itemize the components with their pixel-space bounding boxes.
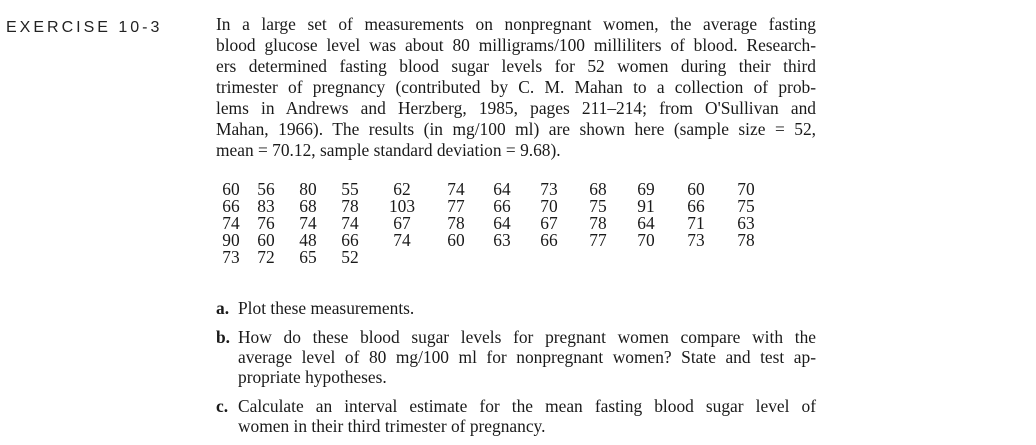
measurements-table	[216, 181, 768, 266]
table-cell: 77	[447, 196, 465, 216]
table-cell: 62	[393, 179, 411, 199]
table-cell: 66	[540, 230, 558, 250]
table-cell: 78	[589, 213, 607, 233]
question-list	[216, 298, 816, 445]
table-cell: 75	[589, 196, 607, 216]
question-item	[216, 298, 816, 318]
table-cell: 74	[447, 179, 465, 199]
table-cell: 73	[687, 230, 705, 250]
table-cell: 78	[737, 230, 755, 250]
table-cell	[526, 249, 572, 266]
table-cell	[572, 249, 624, 266]
table-cell: 90	[222, 230, 240, 250]
table-cell: 80	[299, 179, 317, 199]
exercise-paragraph	[216, 14, 816, 161]
table-cell: 74	[299, 213, 317, 233]
table-cell: 52	[341, 247, 359, 267]
question-line: women in their third trimester of pregnancy.	[238, 416, 546, 436]
table-cell: 75	[737, 196, 755, 216]
table-cell	[478, 249, 526, 266]
paragraph-line: Mahan, 1966). The results (in mg/100 ml) are shown here (sample size = 52,	[216, 119, 816, 139]
table-cell: 73	[222, 247, 240, 267]
table-cell	[434, 249, 478, 266]
table-cell: 60	[447, 230, 465, 250]
table-cell: 48	[299, 230, 317, 250]
table-cell	[624, 249, 668, 266]
table-cell: 71	[687, 213, 705, 233]
table-cell: 70	[540, 196, 558, 216]
table-cell: 83	[257, 196, 275, 216]
exercise-label: EXERCISE 10-3	[6, 19, 163, 36]
table-cell	[724, 249, 768, 266]
paragraph-line: mean = 70.12, sample standard deviation = 9.68).	[216, 140, 561, 160]
table-cell	[370, 249, 434, 266]
table-cell: 60	[222, 179, 240, 199]
table-cell: 74	[222, 213, 240, 233]
table-cell: 74	[341, 213, 359, 233]
table-cell: 67	[540, 213, 558, 233]
table-cell: 78	[447, 213, 465, 233]
table-cell: 63	[493, 230, 511, 250]
paragraph-line: trimester of pregnancy (contributed by C. M. Mahan to a collection of prob-	[216, 77, 816, 97]
paragraph-line: lems in Andrews and Herzberg, 1985, pages 211–214; from O'Sullivan and	[216, 98, 816, 118]
paragraph-line: blood glucose level was about 80 milligrams/100 milliliters of blood. Research-	[216, 35, 816, 55]
question-line: average level of 80 mg/100 ml for nonpregnant women? State and test ap-	[238, 347, 816, 367]
table-row	[216, 249, 768, 266]
table-cell: 67	[393, 213, 411, 233]
table-cell: 66	[222, 196, 240, 216]
question-line: Plot these measurements.	[238, 298, 415, 318]
table-cell: 76	[257, 213, 275, 233]
question-letter: a.	[216, 298, 230, 318]
table-cell: 69	[637, 179, 655, 199]
table-cell: 63	[737, 213, 755, 233]
question-letter: b.	[216, 327, 231, 347]
table-cell: 60	[257, 230, 275, 250]
question-line: propriate hypotheses.	[238, 367, 387, 387]
table-cell: 65	[299, 247, 317, 267]
question-item	[216, 327, 816, 387]
table-cell: 56	[257, 179, 275, 199]
table-cell: 70	[637, 230, 655, 250]
table-cell: 77	[589, 230, 607, 250]
table-cell: 68	[299, 196, 317, 216]
question-letter: c.	[216, 396, 229, 416]
table-cell: 55	[341, 179, 359, 199]
paragraph-line: ers determined fasting blood sugar levels for 52 women during their third	[216, 56, 816, 76]
question-line: How do these blood sugar levels for pregnant women compare with the	[238, 327, 816, 347]
table-cell: 66	[341, 230, 359, 250]
question-line: Calculate an interval estimate for the mean fasting blood sugar level of	[238, 396, 816, 416]
table-cell: 68	[589, 179, 607, 199]
table-cell: 64	[637, 213, 655, 233]
question-item	[216, 396, 816, 436]
table-cell: 72	[257, 247, 275, 267]
table-cell: 70	[737, 179, 755, 199]
table-cell	[668, 249, 724, 266]
table-cell: 91	[637, 196, 655, 216]
paragraph-line: In a large set of measurements on nonpregnant women, the average fasting	[216, 14, 816, 34]
table-cell: 66	[493, 196, 511, 216]
table-cell: 64	[493, 213, 511, 233]
table-cell: 66	[687, 196, 705, 216]
table-cell: 60	[687, 179, 705, 199]
table-cell: 64	[493, 179, 511, 199]
table-cell: 103	[388, 196, 416, 216]
table-cell: 78	[341, 196, 359, 216]
table-cell: 73	[540, 179, 558, 199]
table-cell: 74	[393, 230, 411, 250]
